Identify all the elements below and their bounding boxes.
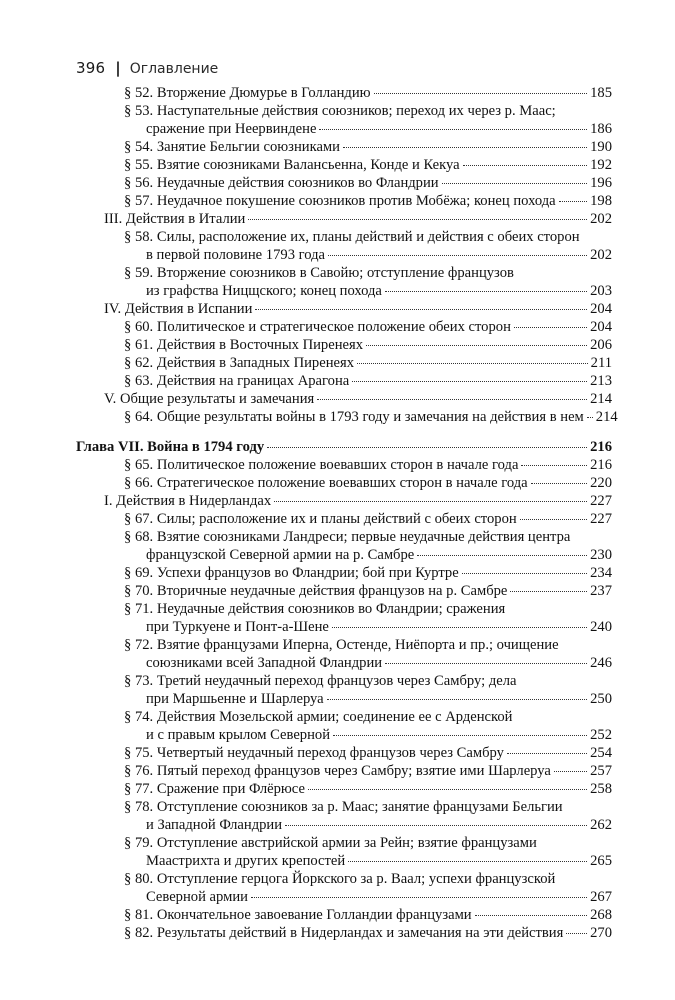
toc-entry-continuation: Маастрихта и других крепостей	[146, 853, 346, 869]
dot-leader	[332, 627, 587, 628]
toc-entry-title: § 82. Результаты действий в Нидерландах и замечания на эти действия	[124, 925, 564, 941]
dot-leader	[352, 381, 587, 382]
toc-entry-page: 204	[590, 319, 612, 335]
toc-entry-title: § 78. Отступление союзников за р. Маас; занятие французами Бельгии	[124, 799, 563, 815]
dot-leader	[267, 447, 587, 448]
dot-leader	[507, 753, 587, 754]
dot-leader	[343, 147, 587, 148]
toc-section-entry	[76, 780, 612, 798]
running-title: Оглавление	[129, 61, 219, 77]
toc-chapter-entry	[76, 438, 612, 456]
toc-entry-continuation: в первой половине 1793 года	[146, 247, 326, 263]
dot-leader	[308, 789, 587, 790]
toc-section-entry	[76, 834, 612, 870]
toc-section-entry	[76, 600, 612, 636]
toc-section-entry	[76, 474, 612, 492]
toc-section-entry	[76, 708, 612, 744]
toc-section-entry	[76, 156, 612, 174]
dot-leader	[531, 483, 587, 484]
dot-leader	[333, 735, 587, 736]
dot-leader	[462, 573, 587, 574]
toc-entry-title: § 60. Политическое и стратегическое положение обеих сторон	[124, 319, 511, 335]
toc-entry-title: § 79. Отступление австрийской армии за Рейн; взятие французами	[124, 835, 537, 851]
dot-leader	[285, 825, 587, 826]
toc-entry-continuation: из графства Ницщского; конец похода	[146, 283, 382, 299]
dot-leader	[520, 519, 587, 520]
dot-leader	[554, 771, 587, 772]
toc-entry-title: § 59. Вторжение союзников в Савойю; отступление французов	[124, 265, 514, 281]
toc-entry-page: 203	[590, 283, 612, 299]
toc-entry-title: § 61. Действия в Восточных Пиренеях	[124, 337, 364, 353]
toc-entry-page: 265	[590, 853, 612, 869]
toc-entry-continuation: и Западной Фландрии	[146, 817, 283, 833]
toc-entry-continuation: при Маршьенне и Шарлеруа	[146, 691, 324, 707]
toc-section-entry	[76, 372, 612, 390]
toc-entry-page: 202	[590, 247, 612, 263]
dot-leader	[248, 219, 587, 220]
toc-entry-page: 190	[590, 139, 612, 155]
dot-leader	[274, 501, 587, 502]
toc-entry-title: IV. Действия в Испании	[104, 301, 253, 317]
toc-entry-title: § 76. Пятый переход французов через Самбру; взятие ими Шарлеруа	[124, 763, 551, 779]
toc-entry-title: § 62. Действия в Западных Пиренеях	[124, 355, 355, 371]
toc-entry-page: 214	[595, 409, 618, 425]
dot-leader	[385, 291, 587, 292]
toc-entry-continuation: союзниками всей Западной Фландрии	[146, 655, 383, 671]
toc-entry-title: § 74. Действия Мозельской армии; соединение ее с Арденской	[124, 709, 513, 725]
toc-entry-page: 192	[590, 157, 612, 173]
toc-entry-page: 198	[590, 193, 612, 209]
toc-entry-title: § 70. Вторичные неудачные действия французов на р. Самбре	[124, 583, 508, 599]
toc-section-entry	[76, 582, 612, 600]
toc-section-entry	[76, 336, 612, 354]
dot-leader	[514, 327, 587, 328]
toc-entry-page: 220	[590, 475, 612, 491]
toc-section-entry	[76, 924, 612, 942]
toc-entry-title: § 54. Занятие Бельгии союзниками	[124, 139, 340, 155]
toc-entry-page: 250	[590, 691, 612, 707]
dot-leader	[385, 663, 587, 664]
toc-entry-title: § 56. Неудачные действия союзников во Фландрии	[124, 175, 439, 191]
toc-entry-page: 230	[590, 547, 612, 563]
dot-leader	[317, 399, 587, 400]
dot-leader	[255, 309, 587, 310]
toc-section-entry	[76, 870, 612, 906]
toc-entry-title: III. Действия в Италии	[104, 211, 246, 227]
toc-entry-page: 186	[590, 121, 612, 137]
toc-section-entry	[76, 228, 612, 264]
dot-leader	[521, 465, 587, 466]
toc-section-entry	[76, 174, 612, 192]
toc-section-entry	[76, 408, 618, 426]
dot-leader	[319, 129, 587, 130]
toc-entry-page: 252	[590, 727, 612, 743]
toc-section-entry	[76, 264, 612, 300]
toc-entry-page: 270	[590, 925, 612, 941]
toc-entry-page: 211	[590, 355, 612, 371]
toc-section-entry	[76, 102, 612, 138]
toc-entry-continuation: французской Северной армии на р. Самбре	[146, 547, 415, 563]
toc-entry-page: 202	[590, 211, 612, 227]
toc-entry-page: 213	[590, 373, 612, 389]
toc-entry-page: 216	[590, 457, 612, 473]
toc-section-entry	[76, 672, 612, 708]
dot-leader	[475, 915, 587, 916]
dot-leader	[510, 591, 587, 592]
dot-leader	[587, 417, 593, 418]
toc-section-entry	[76, 906, 612, 924]
toc-entry-continuation: сражение при Неервиндене	[146, 121, 317, 137]
toc-entry-title: § 69. Успехи французов во Фландрии; бой при Куртре	[124, 565, 459, 581]
toc-entry-title: § 80. Отступление герцога Йоркского за р. Ваал; успехи французской	[124, 871, 556, 887]
toc-entry-page: 258	[590, 781, 612, 797]
toc-entry-page: 234	[590, 565, 612, 581]
toc-entry-page: 240	[590, 619, 612, 635]
toc-entry-title: § 65. Политическое положение воевавших сторон в начале года	[124, 457, 519, 473]
toc-entry-page: 254	[590, 745, 612, 761]
page-number: 396	[76, 59, 106, 77]
dot-leader	[348, 861, 587, 862]
toc-entry-title: § 64. Общие результаты войны в 1793 году и замечания на действия в нем	[124, 409, 584, 425]
toc-section-entry	[76, 138, 612, 156]
toc-entry-title: § 73. Третий неудачный переход французов через Самбру; дела	[124, 673, 517, 689]
toc-entry-title: § 53. Наступательные действия союзников; переход их через р. Маас;	[124, 103, 556, 119]
toc-entry-title: § 67. Силы; расположение их и планы действий с обеих сторон	[124, 511, 517, 527]
toc-entry-title: § 68. Взятие союзниками Ландреси; первые неудачные действия центра	[124, 529, 571, 545]
toc-entry-title: V. Общие результаты и замечания	[104, 391, 315, 407]
table-of-contents	[76, 84, 618, 942]
toc-entry-continuation: Северной армии	[146, 889, 248, 905]
toc-section-entry	[76, 564, 612, 582]
toc-entry-title: § 57. Неудачное покушение союзников против Мобёжа; конец похода	[124, 193, 556, 209]
toc-section-entry	[76, 192, 612, 210]
toc-entry-page: 246	[590, 655, 612, 671]
toc-section-entry	[76, 636, 612, 672]
toc-entry-title: § 58. Силы, расположение их, планы действий и действия с обеих сторон	[124, 229, 580, 245]
dot-leader	[463, 165, 587, 166]
toc-entry-title: § 81. Окончательное завоевание Голландии французами	[124, 907, 472, 923]
dot-leader	[374, 93, 588, 94]
toc-section-entry	[76, 798, 612, 834]
toc-part-entry	[76, 210, 612, 228]
toc-entry-title: Глава VII. Война в 1794 году	[76, 439, 265, 455]
dot-leader	[327, 699, 587, 700]
toc-part-entry	[76, 492, 612, 510]
dot-leader	[251, 897, 587, 898]
dot-leader	[328, 255, 587, 256]
toc-section-entry	[76, 456, 612, 474]
dot-leader	[559, 201, 588, 202]
toc-entry-title: § 71. Неудачные действия союзников во Фландрии; сражения	[124, 601, 506, 617]
dot-leader	[417, 555, 587, 556]
toc-entry-page: 257	[590, 763, 612, 779]
toc-entry-page: 204	[590, 301, 612, 317]
toc-entry-page: 237	[590, 583, 612, 599]
toc-section-entry	[76, 354, 612, 372]
header-separator: |	[115, 59, 121, 77]
toc-entry-title: I. Действия в Нидерландах	[104, 493, 272, 509]
toc-entry-title: § 72. Взятие французами Иперна, Остенде, Ниёпорта и пр.; очищение	[124, 637, 559, 653]
toc-entry-continuation: и с правым крылом Северной	[146, 727, 331, 743]
toc-entry-page: 227	[590, 493, 612, 509]
toc-entry-continuation: при Туркуене и Понт-а-Шене	[146, 619, 329, 635]
dot-leader	[357, 363, 588, 364]
toc-entry-page: 216	[590, 439, 612, 455]
toc-entry-title: § 66. Стратегическое положение воевавших сторон в начале года	[124, 475, 528, 491]
toc-section-entry	[76, 528, 612, 564]
toc-entry-page: 206	[590, 337, 612, 353]
toc-section-entry	[76, 318, 612, 336]
dot-leader	[366, 345, 587, 346]
dot-leader	[566, 933, 587, 934]
toc-entry-title: § 77. Сражение при Флёрюсе	[124, 781, 305, 797]
toc-part-entry	[76, 390, 612, 408]
toc-entry-title: § 52. Вторжение Дюмурье в Голландию	[124, 85, 371, 101]
page-header	[76, 58, 218, 78]
toc-entry-page: 227	[590, 511, 612, 527]
toc-section-entry	[76, 762, 612, 780]
toc-section-entry	[76, 744, 612, 762]
toc-section-entry	[76, 84, 612, 102]
toc-entry-page: 196	[590, 175, 612, 191]
toc-entry-page: 262	[590, 817, 612, 833]
toc-part-entry	[76, 300, 612, 318]
toc-entry-title: § 63. Действия на границах Арагона	[124, 373, 350, 389]
toc-entry-page: 185	[590, 85, 612, 101]
toc-entry-title: § 55. Взятие союзниками Валансьенна, Конде и Кекуа	[124, 157, 460, 173]
dot-leader	[442, 183, 588, 184]
toc-entry-page: 268	[590, 907, 612, 923]
toc-entry-page: 214	[590, 391, 612, 407]
toc-entry-page: 267	[590, 889, 612, 905]
toc-entry-title: § 75. Четвертый неудачный переход французов через Самбру	[124, 745, 504, 761]
toc-section-entry	[76, 510, 612, 528]
